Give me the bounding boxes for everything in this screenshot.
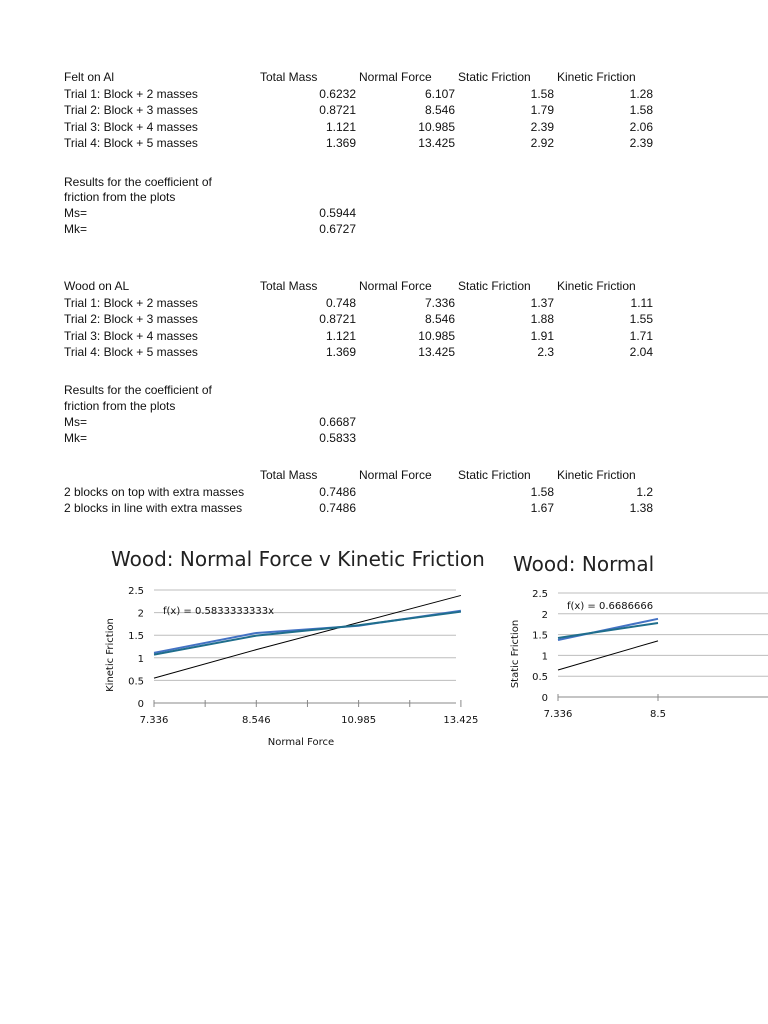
wood-cell: 13.425 (418, 345, 455, 359)
header-normal-force: Normal Force (359, 279, 432, 293)
header-total-mass: Total Mass (260, 70, 318, 84)
y-axis-label: Kinetic Friction (105, 618, 116, 692)
wood-row-label: Trial 3: Block + 4 masses (64, 329, 198, 343)
blocks-cell: 1.38 (629, 501, 653, 515)
x-tick-label: 8.5 (650, 709, 666, 720)
y-tick-label: 1.5 (532, 630, 548, 642)
wood-cell: 10.985 (418, 329, 455, 343)
felt-section-label: Felt on Al (64, 70, 115, 84)
wood-mk-label: Mk= (64, 431, 88, 445)
wood-results-heading-2: friction from the plots (64, 399, 176, 413)
blocks-cell: 0.7486 (319, 501, 356, 515)
felt-cell: 1.369 (325, 136, 356, 150)
wood-mk-value: 0.5833 (319, 431, 356, 445)
static-friction-chart (500, 540, 768, 740)
x-tick-label: 13.425 (443, 715, 479, 726)
y-tick-label: 2.5 (532, 589, 548, 600)
felt-mk-value: 0.6727 (319, 222, 356, 236)
felt-cell: 1.58 (629, 103, 653, 117)
felt-cell: 8.546 (424, 103, 455, 117)
felt-cell: 1.58 (530, 87, 554, 101)
wood-cell: 1.11 (630, 296, 653, 310)
felt-row-label: Trial 4: Block + 5 masses (64, 136, 198, 150)
series-line (558, 623, 658, 638)
blocks-cell: 1.67 (530, 501, 554, 515)
y-tick-label: 1 (137, 653, 144, 665)
felt-mk-label: Mk= (64, 222, 88, 236)
y-tick-label: 0.5 (532, 672, 548, 684)
header-normal-force: Normal Force (359, 468, 432, 482)
series-line (558, 619, 658, 640)
felt-row-label: Trial 1: Block + 2 masses (64, 87, 198, 101)
y-tick-label: 2 (137, 608, 144, 620)
felt-results-heading-2: friction from the plots (64, 190, 176, 204)
y-tick-label: 0.5 (128, 676, 144, 688)
wood-cell: 1.88 (530, 312, 554, 326)
wood-cell: 1.37 (530, 296, 554, 310)
felt-cell: 2.39 (530, 120, 554, 134)
blocks-cell: 1.58 (530, 485, 554, 499)
x-axis-label: Normal Force (267, 737, 335, 748)
felt-cell: 0.8721 (319, 103, 356, 117)
wood-cell: 7.336 (424, 296, 455, 310)
series-line (154, 611, 461, 653)
header-static-friction: Static Friction (458, 279, 531, 293)
felt-cell: 2.92 (530, 136, 554, 150)
trendline (154, 595, 461, 678)
x-tick-label: 8.546 (241, 715, 271, 726)
blocks-row-label: 2 blocks on top with extra masses (64, 485, 245, 499)
static-friction-chart-frame (500, 540, 768, 740)
trendline-equation: f(x) = 0.5833333333x (163, 606, 275, 617)
felt-cell: 1.121 (325, 120, 356, 134)
wood-cell: 0.748 (325, 296, 356, 310)
felt-cell: 10.985 (418, 120, 455, 134)
wood-ms-label: Ms= (64, 415, 88, 429)
blocks-cell: 0.7486 (319, 485, 356, 499)
wood-results-heading: Results for the coefficient of (64, 383, 212, 397)
wood-cell: 0.8721 (319, 312, 356, 326)
x-tick-label: 7.336 (139, 715, 169, 726)
chart-title: Wood: Normal Force v Kinetic Friction (111, 547, 485, 571)
blocks-cell: 1.2 (636, 485, 653, 499)
header-normal-force: Normal Force (359, 70, 432, 84)
header-kinetic-friction: Kinetic Friction (557, 279, 636, 293)
header-total-mass: Total Mass (260, 468, 318, 482)
header-kinetic-friction: Kinetic Friction (557, 70, 636, 84)
wood-cell: 1.369 (325, 345, 356, 359)
chart-title: Wood: Normal (513, 552, 655, 576)
felt-cell: 6.107 (424, 87, 455, 101)
blocks-row-label: 2 blocks in line with extra masses (64, 501, 243, 515)
felt-cell: 2.06 (629, 120, 653, 134)
felt-row-label: Trial 3: Block + 4 masses (64, 120, 198, 134)
series-line (154, 612, 461, 655)
x-tick-label: 10.985 (341, 715, 377, 726)
y-tick-label: 0 (137, 699, 144, 710)
wood-cell: 8.546 (424, 312, 455, 326)
header-kinetic-friction: Kinetic Friction (557, 468, 636, 482)
felt-cell: 0.6232 (319, 87, 356, 101)
y-tick-label: 2.5 (128, 586, 144, 597)
wood-cell: 1.55 (629, 312, 653, 326)
felt-cell: 1.79 (530, 103, 554, 117)
wood-cell: 1.91 (530, 329, 554, 343)
wood-cell: 1.71 (629, 329, 653, 343)
y-tick-label: 0 (541, 693, 548, 704)
header-total-mass: Total Mass (260, 279, 318, 293)
wood-cell: 1.121 (325, 329, 356, 343)
felt-row-label: Trial 2: Block + 3 masses (64, 103, 198, 117)
wood-row-label: Trial 4: Block + 5 masses (64, 345, 198, 359)
felt-ms-value: 0.5944 (319, 206, 356, 220)
y-axis-label: Static Friction (510, 619, 521, 689)
wood-row-label: Trial 1: Block + 2 masses (64, 296, 198, 310)
felt-cell: 13.425 (418, 136, 455, 150)
felt-results-heading: Results for the coefficient of (64, 175, 212, 189)
y-tick-label: 1.5 (128, 631, 144, 643)
wood-cell: 2.04 (629, 345, 653, 359)
trendline-equation: f(x) = 0.6686666 (567, 601, 654, 612)
felt-cell: 1.28 (629, 87, 653, 101)
felt-ms-label: Ms= (64, 206, 88, 220)
wood-ms-value: 0.6687 (319, 415, 356, 429)
wood-section-label: Wood on AL (64, 279, 130, 293)
header-static-friction: Static Friction (458, 468, 531, 482)
x-tick-label: 7.336 (543, 709, 573, 720)
felt-cell: 2.39 (629, 136, 653, 150)
header-static-friction: Static Friction (458, 70, 531, 84)
y-tick-label: 1 (541, 651, 548, 663)
wood-row-label: Trial 2: Block + 3 masses (64, 312, 198, 326)
wood-cell: 2.3 (537, 345, 554, 359)
y-tick-label: 2 (541, 609, 548, 621)
